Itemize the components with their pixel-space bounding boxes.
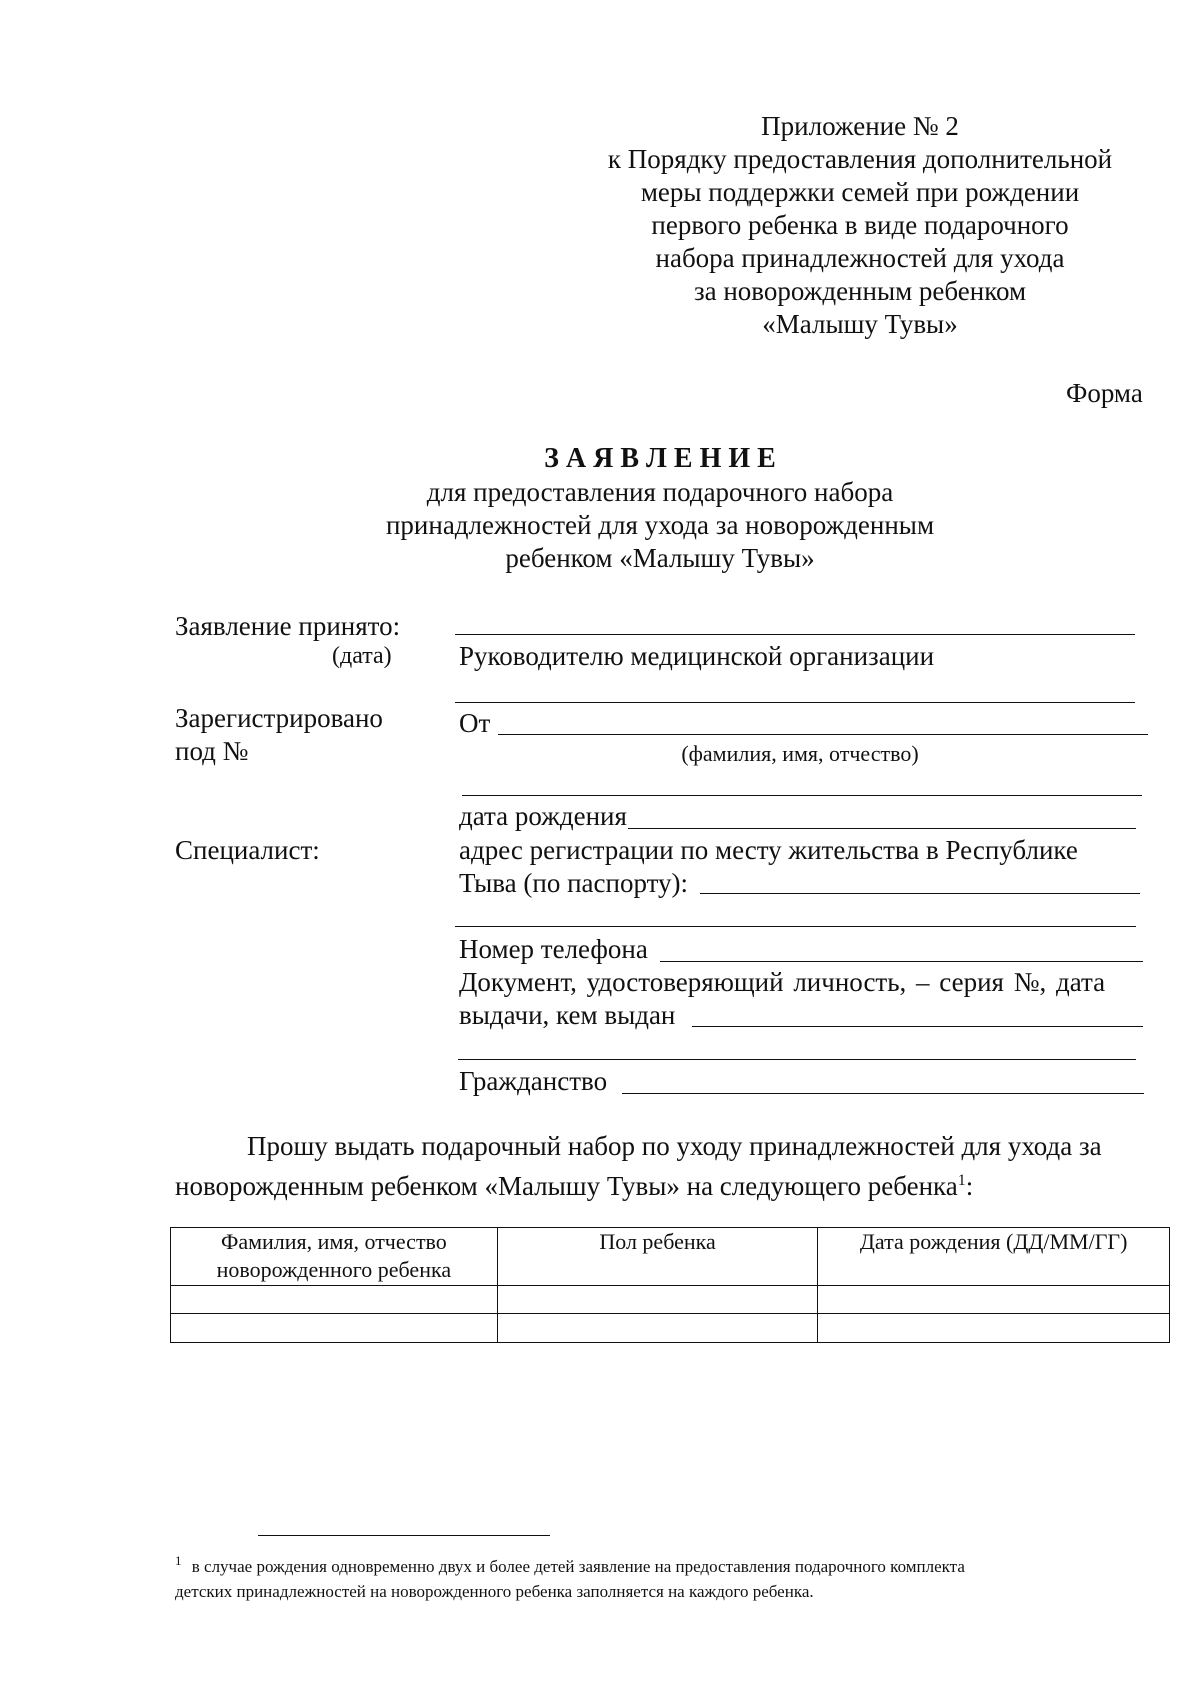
appendix-line: за новорожденным ребенком <box>693 276 1027 306</box>
request-line1: Прошу выдать подарочный набор по уходу принадлежностей для ухода за <box>247 1131 1102 1161</box>
title-sub-line: ребенком «Малышу Тувы» <box>505 543 815 573</box>
citizenship-field[interactable] <box>622 1093 1144 1094</box>
footnote-mark: 1 <box>175 1553 182 1568</box>
fill-line[interactable] <box>455 634 1135 635</box>
appendix-line: первого ребенка в виде подарочного <box>651 210 1069 240</box>
fill-line[interactable] <box>455 702 1135 703</box>
header-sex <box>497 1228 818 1286</box>
table-header-row <box>171 1228 1170 1286</box>
table-cell[interactable] <box>497 1286 818 1314</box>
request-line2-colon: : <box>965 1171 974 1201</box>
address-field[interactable] <box>700 893 1140 894</box>
from-field[interactable] <box>498 734 1148 735</box>
table-row <box>171 1314 1170 1343</box>
citizenship-label: Гражданство <box>459 1066 608 1096</box>
table-cell[interactable] <box>171 1314 498 1343</box>
page-title: З А Я В Л Е Н И Е <box>544 443 776 474</box>
header-birth-date-text: Дата рождения (ДД/ММ/ГГ) <box>859 1229 1128 1254</box>
footnote-separator <box>258 1535 550 1536</box>
fio-hint: (фамилия, имя, отчество) <box>681 741 919 766</box>
appendix-line: «Малышу Тувы» <box>762 309 958 339</box>
footnote <box>175 1547 1175 1605</box>
from-label: От <box>459 708 491 738</box>
footnote-line2: детских принадлежностей на новорожденного ребенка заполняется на каждого ребенка. <box>175 1581 814 1601</box>
specialist-label: Специалист: <box>175 835 320 865</box>
appendix-line: Приложение № 2 <box>761 111 959 141</box>
title-sub-line: принадлежностей для ухода за новорожденным <box>385 510 935 540</box>
header-fio <box>171 1228 498 1286</box>
header-sex-text: Пол ребенка <box>599 1229 716 1254</box>
title-sub-line: для предоставления подарочного набора <box>426 477 894 507</box>
header-fio-line1: Фамилия, имя, отчество <box>220 1229 447 1254</box>
header-fio-line2: новорожденного ребенка <box>216 1257 452 1282</box>
address-label-line2: Тыва (по паспорту): <box>459 868 689 898</box>
registered-label: Зарегистрировано <box>175 703 383 733</box>
appendix-line: набора принадлежностей для ухода <box>655 243 1065 273</box>
table-cell[interactable] <box>497 1314 818 1343</box>
accepted-label: Заявление принято: <box>175 611 401 641</box>
footnote-line1 <box>175 1547 1175 1580</box>
appendix-block <box>575 110 1145 341</box>
footnote-ref: 1 <box>957 1172 966 1189</box>
document-label-line2: выдачи, кем выдан <box>459 1000 676 1030</box>
table-cell[interactable] <box>171 1286 498 1314</box>
recipient-head: Руководителю медицинской организации <box>459 641 935 671</box>
header-birth-date <box>818 1228 1170 1286</box>
appendix-line: к Порядку предоставления дополнительной <box>607 144 1113 174</box>
document-label-line1: Документ, удостоверяющий личность, – серия №, дата <box>459 967 1106 997</box>
title-sub <box>300 476 1020 575</box>
form-label: Форма <box>1066 378 1143 408</box>
footnote-text1: в случае рождения одновременно двух и более детей заявление на предоставления подарочного комплекта <box>191 1556 965 1576</box>
document-field-extra[interactable] <box>458 1059 1136 1060</box>
children-table <box>170 1227 1170 1343</box>
phone-label: Номер телефона <box>459 934 648 964</box>
fill-line[interactable] <box>462 795 1142 796</box>
phone-field[interactable] <box>660 961 1143 962</box>
address-field-extra[interactable] <box>455 926 1136 927</box>
request-line2-text: новорожденным ребенком «Малышу Тувы» на следующего ребенка <box>175 1171 958 1201</box>
request-line2 <box>175 1164 973 1203</box>
table-cell[interactable] <box>818 1286 1170 1314</box>
address-label-line1: адрес регистрации по месту жительства в Республике <box>459 835 1078 865</box>
table-cell[interactable] <box>818 1314 1170 1343</box>
document-field[interactable] <box>692 1026 1143 1027</box>
date-hint: (дата) <box>332 643 392 669</box>
birth-date-label: дата рождения <box>459 801 627 831</box>
birth-date-field[interactable] <box>628 828 1136 829</box>
table-row <box>171 1286 1170 1314</box>
registered-number-label: под № <box>175 736 249 766</box>
appendix-line: меры поддержки семей при рождении <box>640 177 1080 207</box>
